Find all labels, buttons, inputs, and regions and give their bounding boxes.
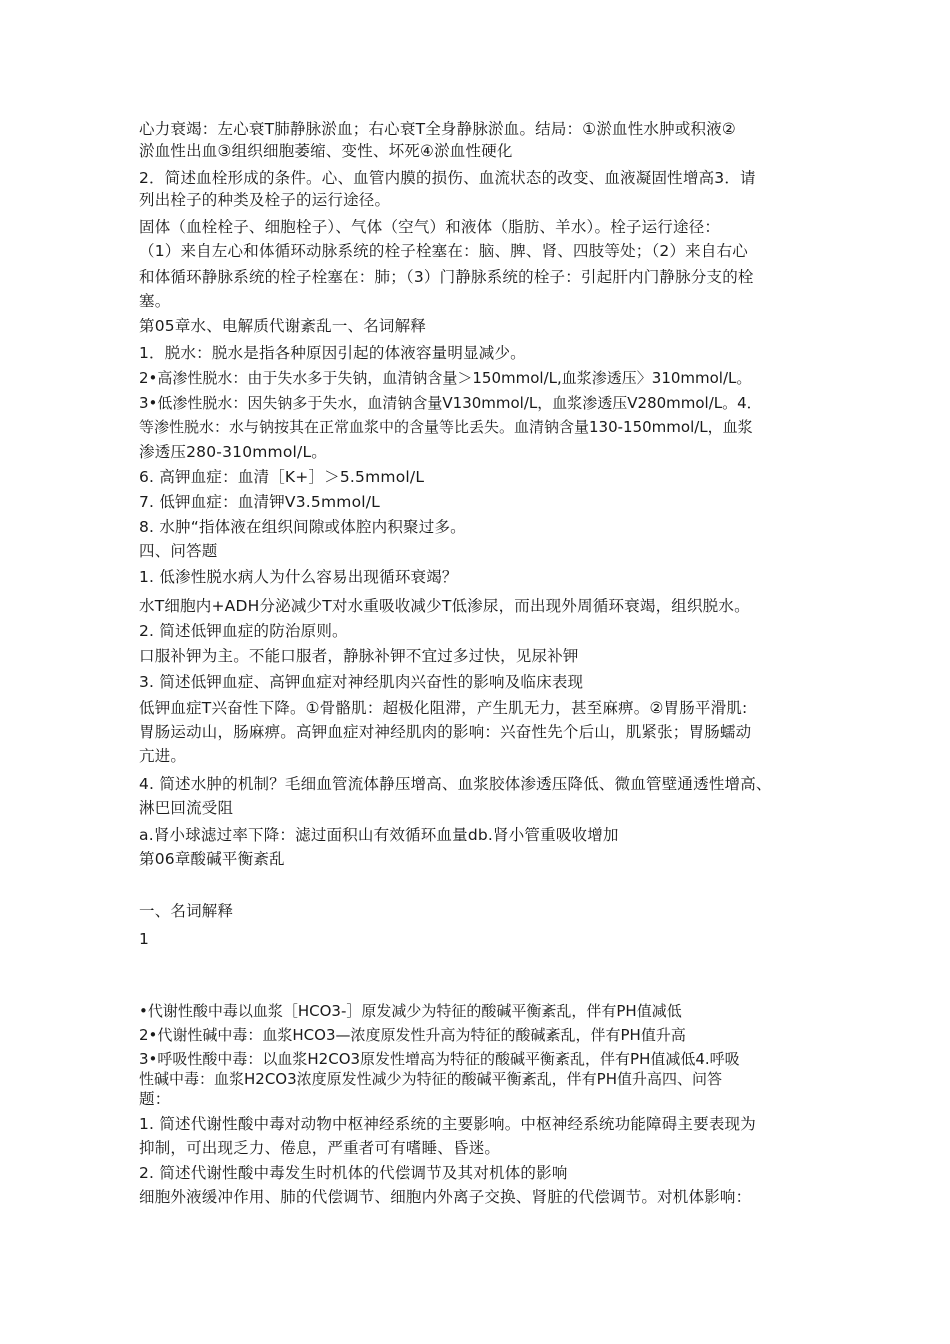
text-line: 细胞外液缓冲作用、肺的代偿调节、细胞内外离子交换、肾脏的代偿调节。对机体影响：	[139, 1188, 752, 1206]
text-line: 6. 高钾血症：血清［K+］＞5.5mmol/L	[139, 468, 425, 486]
text-line: •代谢性酸中毒以血浆［HCO3-］原发减少为特征的酸碱平衡紊乱，伴有PH值减低	[139, 1002, 682, 1020]
text-line: 胃肠运动山，肠麻痹。高钾血症对神经肌肉的影响：兴奋性先个后山，肌紧张；胃肠蠕动	[139, 723, 752, 741]
text-line: 渗透压280-310mmol/L。	[139, 443, 328, 461]
text-line: 1. 简述代谢性酸中毒对动物中枢神经系统的主要影响。中枢神经系统功能障碍主要表现为	[139, 1115, 756, 1133]
text-line: 2. 简述代谢性酸中毒发生时机体的代偿调节及其对机体的影响	[139, 1164, 568, 1182]
text-line: 8. 水肿“指体液在组织间隙或体腔内积聚过多。	[139, 518, 466, 536]
text-line: 性碱中毒：血浆H2CO3浓度原发性减少为特征的酸碱平衡紊乱，伴有PH值升高四、问答	[139, 1070, 722, 1088]
text-line: 淤血性出血③组织细胞萎缩、变性、坏死④淤血性硬化	[139, 142, 513, 160]
text-line: 亢进。	[139, 747, 187, 765]
text-line: 2．简述血栓形成的条件。心、血管内膜的损伤、血流状态的改变、血液凝固性增高3．请	[139, 169, 756, 187]
text-line: 1. 低渗性脱水病人为什么容易出现循环衰竭？	[139, 568, 458, 586]
text-line: 淋巴回流受阻	[139, 799, 234, 817]
text-line: 题：	[139, 1090, 171, 1108]
text-line: 2•代谢性碱中毒：血浆HCO3—浓度原发性升高为特征的酸碱紊乱，伴有PH值升高	[139, 1026, 686, 1044]
text-line: （1）来自左心和体循环动脉系统的栓子栓塞在：脑、脾、肾、四肢等处；（2）来自右心	[139, 242, 748, 260]
text-line: 和体循环静脉系统的栓子栓塞在：肺；（3）门静脉系统的栓子：引起肝内门静脉分支的栓	[139, 268, 754, 286]
text-line: 口服补钾为主。不能口服者，静脉补钾不宜过多过快，见尿补钾	[139, 647, 579, 665]
text-line: 固体（血栓栓子、细胞栓子）、气体（空气）和液体（脂肪、羊水）。栓子运行途径：	[139, 218, 721, 236]
text-line: 低钾血症T兴奋性下降。①骨骼肌：超极化阻滞，产生肌无力，甚至麻痹。②胃肠平滑肌:	[139, 699, 748, 717]
section-heading: 一、名词解释	[139, 902, 234, 920]
chapter-heading: 第06章酸碱平衡紊乱	[139, 850, 285, 868]
text-line: 3. 简述低钾血症、高钾血症对神经肌肉兴奋性的影响及临床表现	[139, 673, 584, 691]
text-line: 塞。	[139, 292, 171, 310]
text-line: 列出栓子的种类及栓子的运行途径。	[139, 191, 391, 209]
text-line: 等渗性脱水：水与钠按其在正常血浆中的含量等比丢失。血清钠含量130-150mmol/L，血浆	[139, 418, 753, 436]
text-line: 抑制，可出现乏力、倦息，严重者可有嗜睡、昏迷。	[139, 1139, 501, 1157]
text-line: 3•低渗性脱水：因失钠多于失水，血清钠含量V130mmol/L，血浆渗透压V280mmol/L。4．	[139, 394, 762, 412]
text-line: 心力衰竭：左心衰T肺静脉淤血；右心衰T全身静脉淤血。结局：①淤血性水肿或积液②	[139, 120, 737, 138]
text-line: 2. 简述低钾血症的防治原则。	[139, 622, 348, 640]
text-line: 2•高渗性脱水：由于失水多于失钠，血清钠含量＞150mmol/L,血浆渗透压〉310mmol/L。	[139, 369, 752, 387]
text-line: 1．脱水：脱水是指各种原因引起的体液容量明显减少。	[139, 344, 526, 362]
text-line: 4. 简述水肿的机制？毛细血管流体静压增高、血浆胶体渗透压降低、微血管壁通透性增高、	[139, 775, 772, 793]
text-line: 3•呼吸性酸中毒：以血浆H2CO3原发性增高为特征的酸碱平衡紊乱，伴有PH值减低4.呼吸	[139, 1050, 740, 1068]
text-line: 水T细胞内+ADH分泌减少T对水重吸收减少T低渗尿，而出现外周循环衰竭，组织脱水。	[139, 597, 750, 615]
chapter-heading: 第05章水、电解质代谢紊乱一、名词解释	[139, 317, 427, 335]
text-line: 1	[139, 930, 150, 948]
text-line: a.肾小球滤过率下降：滤过面积山有效循环血量db.肾小管重吸收增加	[139, 826, 619, 844]
text-line: 7. 低钾血症：血清钾V3.5mmol/L	[139, 493, 381, 511]
section-heading: 四、问答题	[139, 542, 218, 560]
